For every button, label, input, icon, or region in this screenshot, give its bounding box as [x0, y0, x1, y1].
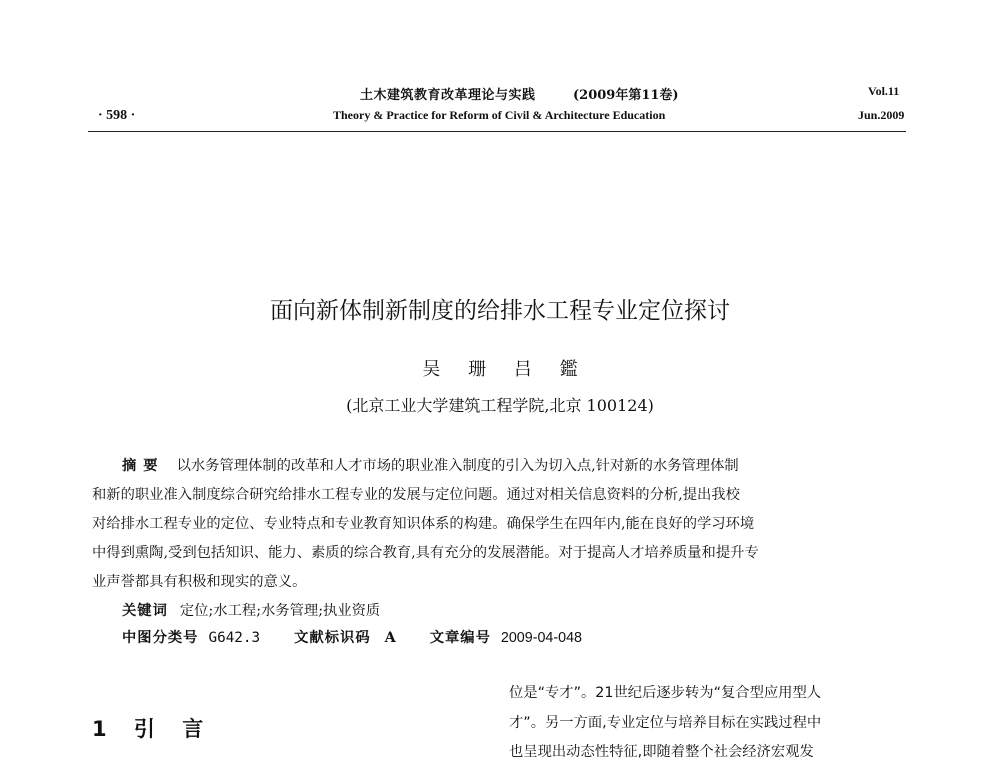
article-authors: 吴 珊 吕 鑑	[422, 359, 578, 380]
article-no-value: 2009-04-048	[500, 630, 582, 646]
abstract-line: 对给排水工程专业的定位、专业特点和专业教育知识体系的构建。确保学生在四年内,能在良好的学习环境	[92, 516, 755, 532]
article-no-label: 文章编号	[429, 630, 491, 646]
body-text-line: 也呈现出动态性特征,即随着整个社会经济宏观发	[509, 744, 814, 760]
page-number: · 598 ·	[98, 108, 136, 123]
keywords-line	[122, 600, 380, 620]
abstract-line: 业声誉都具有积极和现实的意义。	[92, 574, 307, 590]
doc-code-label: 文献标识码	[294, 630, 371, 646]
body-text-line: 才”。另一方面,专业定位与培养目标在实践过程中	[509, 715, 822, 731]
clc-label: 中图分类号	[122, 630, 199, 646]
journal-date: Jun.2009	[858, 108, 905, 122]
classification-line	[122, 627, 582, 647]
author-affiliation: (北京工业大学建筑工程学院,北京 100124)	[346, 396, 654, 415]
journal-name-en: Theory & Practice for Reform of Civil & Architecture Education	[333, 108, 666, 122]
article-title: 面向新体制新制度的给排水工程专业定位探讨	[270, 298, 730, 324]
clc-value: G642.3	[208, 630, 261, 646]
journal-volume: Vol.11	[868, 84, 900, 98]
abstract-text: 以水务管理体制的改革和人才市场的职业准入制度的引入为切入点,针对新的水务管理体制	[176, 458, 739, 474]
abstract-line: 中得到熏陶,受到包括知识、能力、素质的综合教育,具有充分的发展潜能。对于提高人才培养质量和提升专	[92, 545, 759, 561]
abstract-line: 和新的职业准入制度综合研究给排水工程专业的发展与定位问题。通过对相关信息资料的分析,提出我校	[92, 487, 740, 503]
doc-code-value: A	[384, 630, 396, 646]
keywords-label: 关键词	[122, 603, 168, 619]
abstract-label: 摘 要	[122, 458, 159, 474]
section-heading: 1 引 言	[92, 717, 204, 741]
keywords-value: 定位;水工程;水务管理;执业资质	[179, 603, 381, 619]
body-text-line: 位是“专才”。21世纪后逐步转为“复合型应用型人	[509, 685, 822, 701]
journal-issue-cn: (2009年第11卷)	[573, 88, 679, 103]
journal-name-cn: 土木建筑教育改革理论与实践	[360, 88, 536, 103]
header-rule	[88, 131, 906, 132]
abstract-line	[122, 456, 910, 476]
